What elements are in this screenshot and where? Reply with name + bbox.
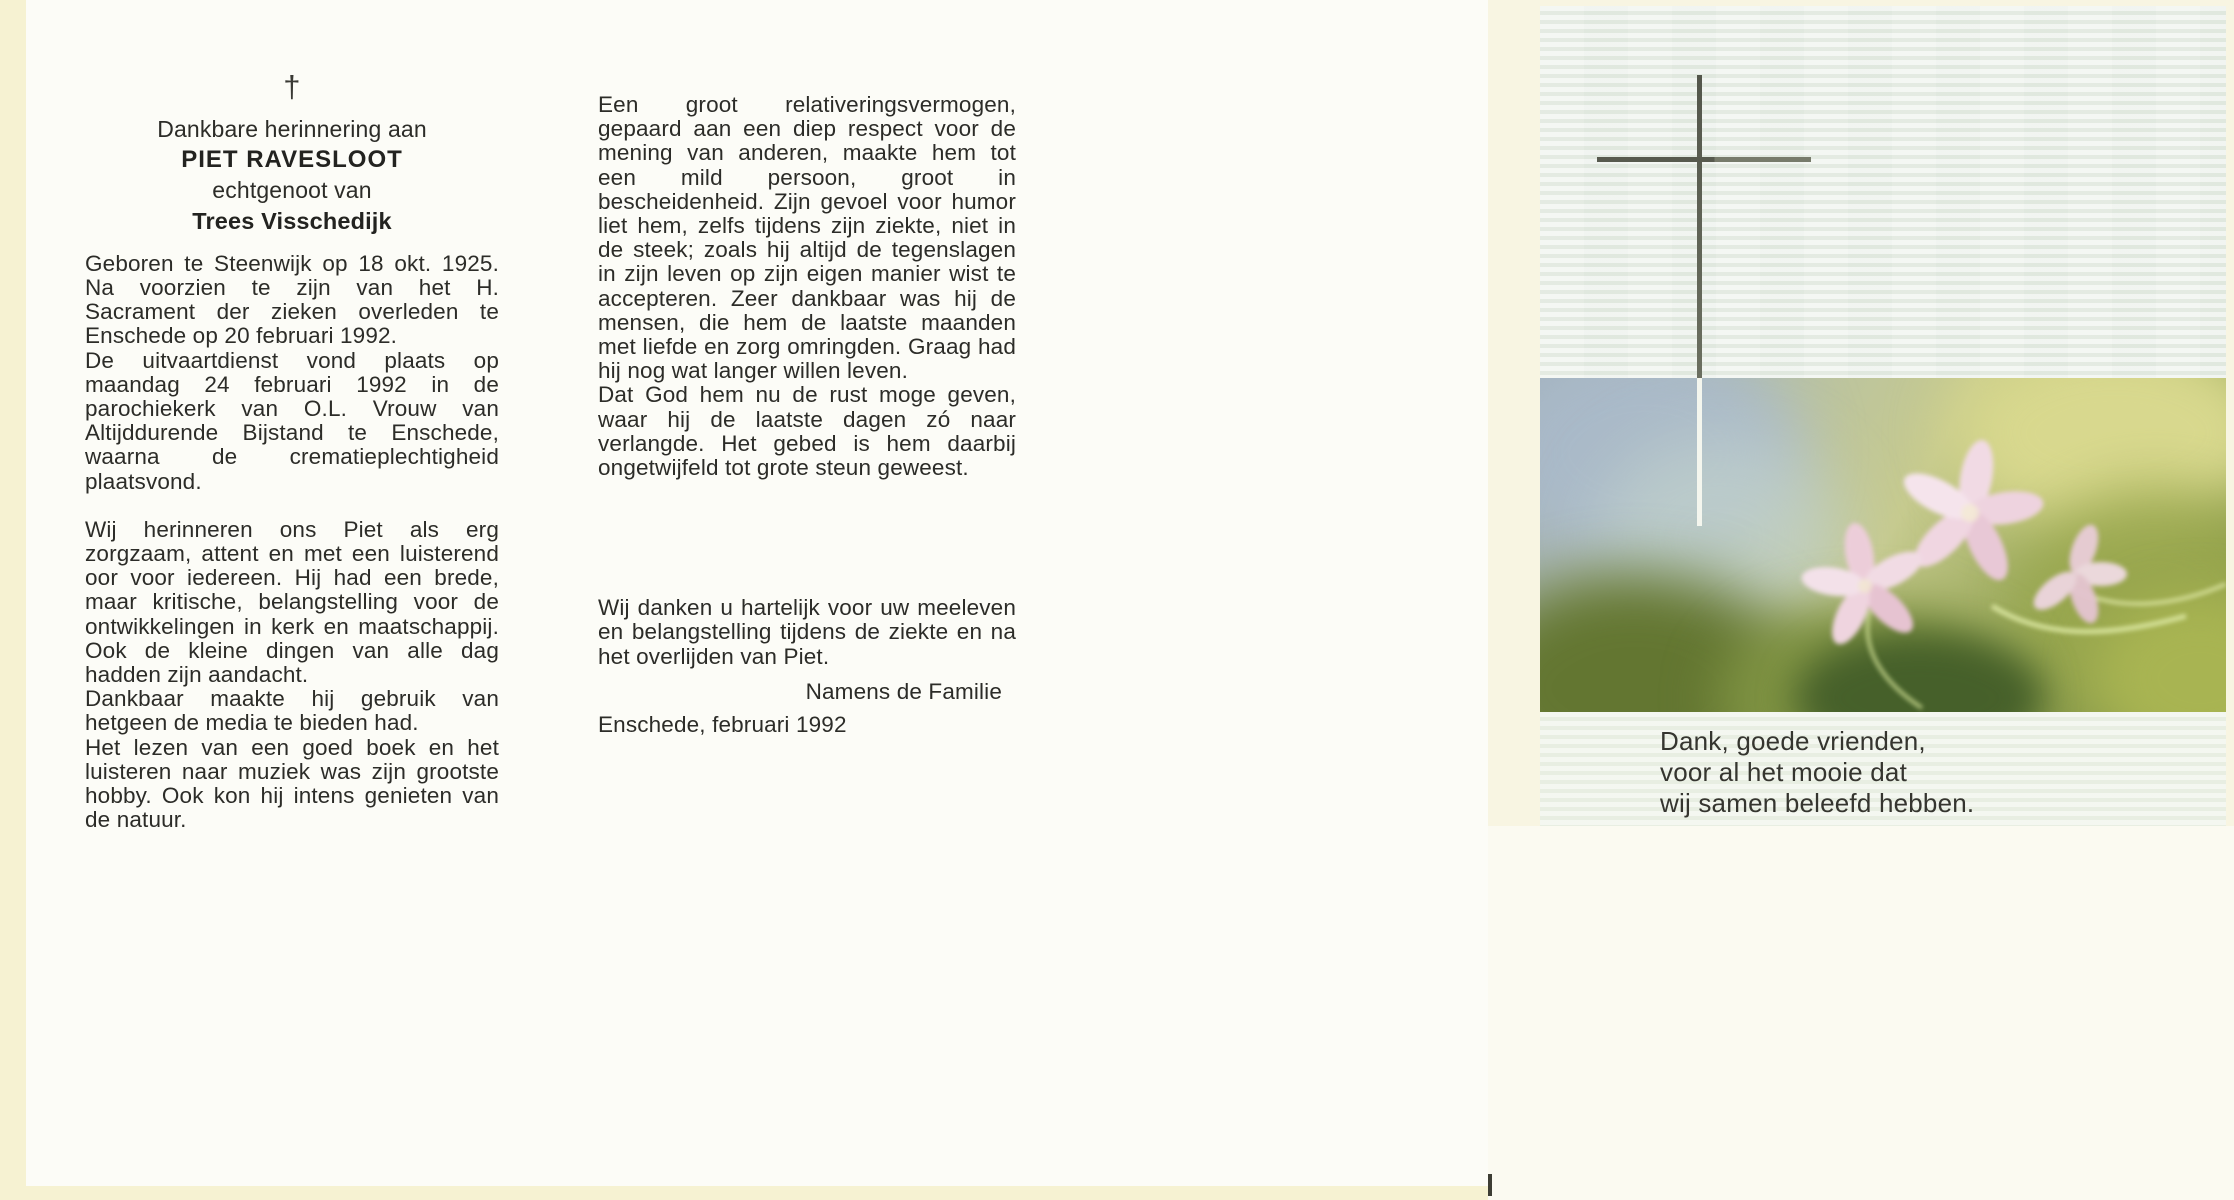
left-column [85,70,499,832]
pink-blossoms-illustration [1540,378,2226,712]
relation-line: echtgenoot van [212,177,372,204]
spouse-name: Trees Visschedijk [192,207,392,234]
paragraph-rest: Dat God hem nu de rust moge geven, waar hij de laatste dagen zó naar verlangde. Het gebed is hem daarbij ongetwijfeld tot grote steun geweest. [598,382,1016,481]
memorial-text-page [26,0,1488,1186]
crucifix-crossbar [1597,157,1811,162]
scan-backing-lower [1488,826,2234,1200]
crucifix-icon-lower [1697,378,1702,526]
paragraph-character: Een groot relativeringsvermogen, gepaard aan een diep respect voor de mening van anderen, maakte hem tot een mild persoon, groot in bescheidenheid. Zijn gevoel voor humor liet hem, zelfs tijdens zijn ziekte, niet in de steek; zoals hij altijd de tegenslagen in zijn leven op zijn eigen manier wist te accepteren. Zeer dankbaar was hij de mensen, die hem de laatste maanden met liefde en zorg omringden. Graag had hij nog wat langer willen leven. [598,92,1016,384]
intro-line: Dankbare herinnering aan [157,116,427,142]
paragraph-memory: Wij herinneren ons Piet als erg zorgzaam, attent en met een luisterend oor voor iedereen. Hij had een brede, maar kritische, belangstelling voor de ontwikkelingen in kerk en maatschappij. Ook de kleine dingen van alle dag hadden zijn aandacht. [85,516,499,688]
photo-panel [1540,6,2226,826]
dagger-cross-icon: † [283,69,301,104]
crucifix-icon [1697,75,1702,378]
paragraph-hobby: Het lezen van een goed boek en het luisteren naar muziek was zijn grootste hobby. Ook kon hij intens genieten van de natuur. [85,734,499,833]
middle-column [598,93,1016,737]
deceased-name: PIET RAVESLOOT [181,146,403,174]
caption-line: Dank, goede vrienden, [1660,726,1926,756]
paragraph-funeral: De uitvaartdienst vond plaats op maandag 24 februari 1992 in de parochiekerk van O.L. Vrouw van Altijddurende Bijstand te Enschede, waarna de crematieplechtigheid plaatsvond. [85,347,499,494]
caption-text [1660,726,1974,819]
scan-artifact [1488,1174,1492,1196]
paragraph-birth-death: Geboren te Steenwijk op 18 okt. 1925. Na voorzien te zijn van het H. Sacrament der zieken overleden te Enschede op 20 februari 1992. [85,250,499,349]
caption-line: wij samen beleefd hebben. [1660,788,1975,818]
cross-background [1540,6,2226,378]
paragraph-media: Dankbaar maakte hij gebruik van hetgeen de media te bieden had. [85,686,499,736]
signature-line: Namens de Familie [805,678,1002,704]
place-date-line: Enschede, februari 1992 [598,712,847,738]
flower-photo [1540,378,2226,712]
paragraph-thanks: Wij danken u hartelijk voor uw meeleven en belangstelling tijdens de ziekte en na het overlijden van Piet. [598,595,1016,669]
caption-line: voor al het mooie dat [1660,757,1908,787]
caption-area [1540,712,2226,826]
